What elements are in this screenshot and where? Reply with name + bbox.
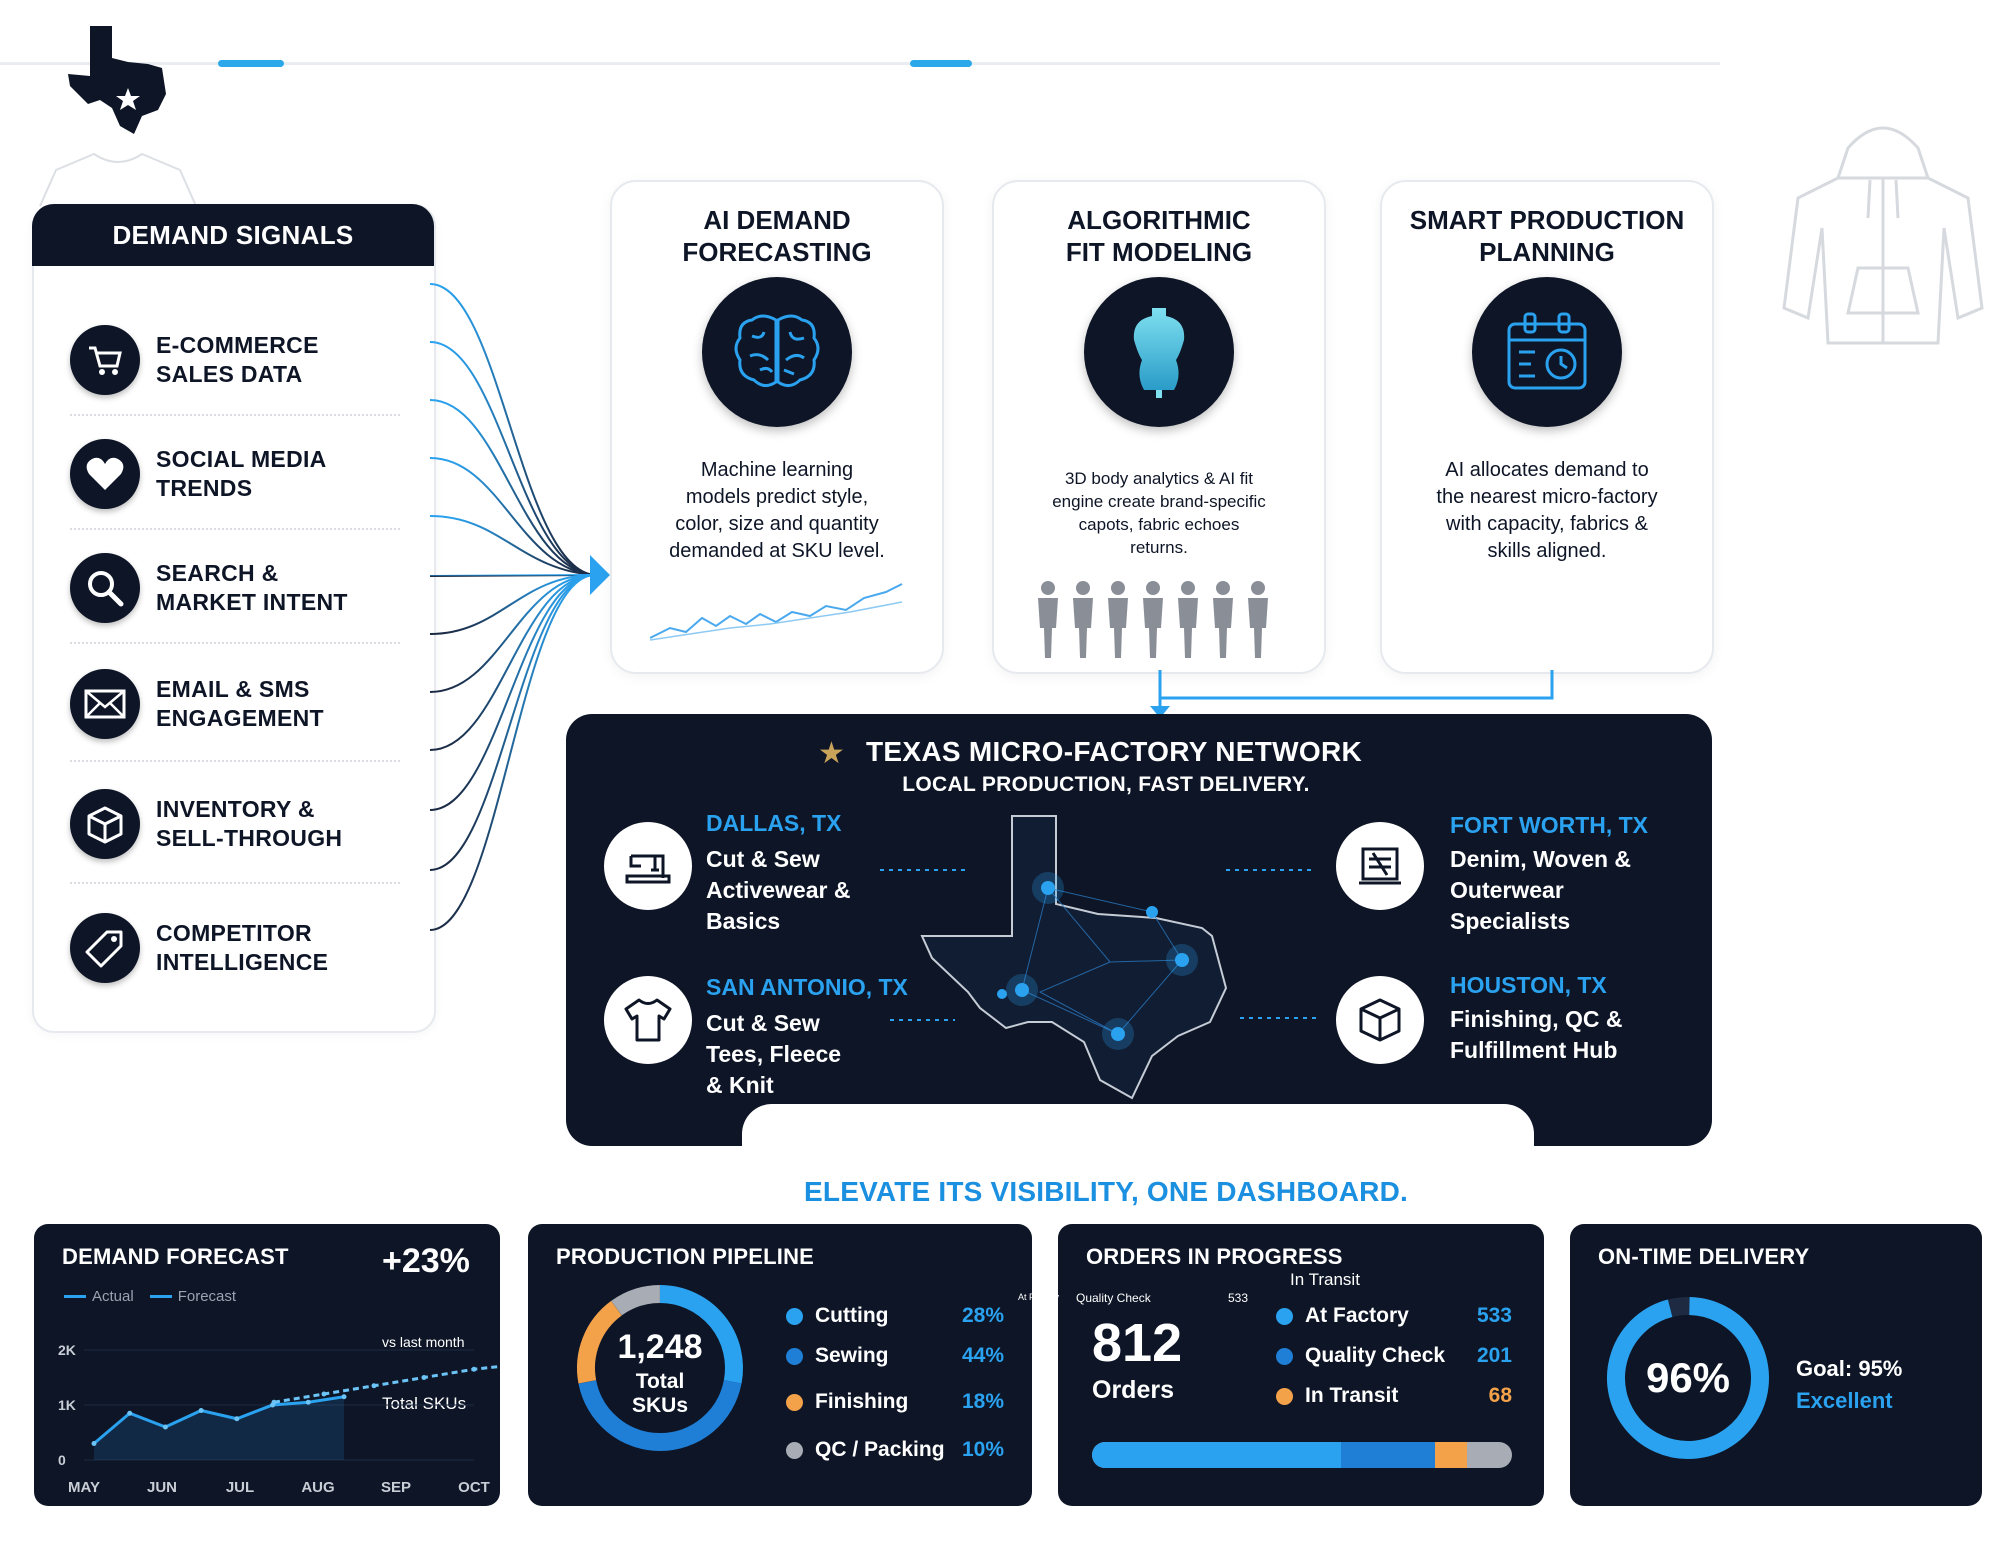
point-actual	[342, 1394, 347, 1399]
stage-pct: 10%	[961, 1438, 1004, 1461]
signal-label: INVENTORY & SELL-THROUGH	[156, 796, 343, 851]
stage-label: Cutting	[815, 1304, 889, 1327]
orders-bar-segment	[1092, 1442, 1341, 1468]
hub-desc-fort-worth: Denim, Woven & Outerwear Specialists	[1450, 846, 1632, 934]
heart-icon	[70, 439, 140, 509]
orders-legend	[1276, 1296, 1512, 1416]
x-tick-label: JUL	[225, 1479, 255, 1496]
pipeline-row-qc	[786, 1430, 1004, 1470]
signal-label: E-COMMERCE SALES DATA	[156, 332, 319, 387]
signal-separator	[70, 882, 400, 884]
panel-title: PRODUCTION PIPELINE	[556, 1244, 815, 1269]
signal-email-sms	[70, 654, 410, 754]
signal-label: COMPETITOR INTELLIGENCE	[156, 920, 329, 975]
signal-separator	[70, 528, 400, 530]
body-figures-icon	[1032, 580, 1288, 660]
panel-demand-forecast	[34, 1224, 500, 1506]
point-actual	[92, 1441, 97, 1446]
card-description: AI allocates demand to the nearest micro-factory with capacity, fabrics & skills aligned.	[1436, 459, 1658, 562]
hoodie-sketch-icon	[1778, 118, 1988, 348]
signal-ecommerce	[70, 310, 410, 410]
y-tick-label: 1K	[58, 1397, 76, 1413]
order-value: 533	[1476, 1304, 1512, 1327]
forecast-legend	[64, 1288, 236, 1305]
top-accent-mark	[910, 60, 972, 67]
order-label: Quality Check	[1305, 1344, 1446, 1367]
signal-separator	[70, 642, 400, 644]
forecast-sparkline	[650, 582, 910, 642]
signal-separator	[70, 414, 400, 416]
loom-icon	[1336, 822, 1424, 910]
orders-row-at-factory	[1276, 1296, 1512, 1336]
mannequin-icon	[1084, 277, 1234, 427]
card-title: AI DEMAND FORECASTING	[682, 205, 872, 267]
panel-title: ORDERS IN PROGRESS	[1086, 1244, 1343, 1269]
forecast-change: +23%	[382, 1242, 470, 1280]
orders-small-label: Quality Check	[1076, 1291, 1151, 1305]
panel-on-time-delivery	[1570, 1224, 1982, 1506]
y-tick-label: 0	[58, 1452, 66, 1468]
order-value: 201	[1476, 1344, 1512, 1367]
hub-desc-dallas: Cut & Sew Activewear & Basics	[706, 846, 851, 934]
legend-dot	[786, 1308, 803, 1325]
x-tick-label: SEP	[380, 1479, 412, 1496]
hub-name-dallas: DALLAS, TX	[706, 810, 842, 836]
order-label: At Factory	[1305, 1304, 1409, 1327]
signal-search	[70, 538, 410, 638]
orders-header-note: In Transit	[1290, 1270, 1360, 1289]
order-label: In Transit	[1305, 1384, 1399, 1407]
top-accent-mark	[218, 60, 284, 67]
texas-star-logo-icon	[66, 24, 170, 136]
point-forecast	[422, 1375, 427, 1380]
network-title: TEXAS MICRO-FACTORY NETWORK	[866, 736, 1363, 767]
donut-segment	[617, 1294, 660, 1308]
cart-icon	[70, 325, 140, 395]
orders-total: 812	[1092, 1313, 1183, 1373]
point-actual	[306, 1400, 311, 1405]
on-time-goal: Goal: 95%	[1796, 1356, 1903, 1381]
orders-total-label: Orders	[1092, 1376, 1174, 1404]
on-time-value: 96%	[1645, 1354, 1731, 1401]
x-tick-label: MAY	[68, 1479, 100, 1496]
forecast-change-note: vs last month	[382, 1334, 465, 1350]
panel-orders-in-progress	[1018, 1224, 1544, 1506]
pipeline-row-finishing	[786, 1382, 1004, 1422]
hub-connector-dashes	[880, 868, 1320, 1028]
envelope-icon	[70, 669, 140, 739]
card-title: ALGORITHMIC FIT MODELING	[1065, 205, 1253, 267]
series-line-forecast	[274, 1364, 500, 1403]
signal-label: SOCIAL MEDIA TRENDS	[156, 446, 327, 501]
point-actual	[234, 1416, 239, 1421]
brain-icon	[702, 277, 852, 427]
point-forecast	[272, 1400, 277, 1405]
card-ai-demand-forecasting	[610, 180, 944, 674]
point-forecast	[322, 1392, 327, 1397]
legend-actual-label: Actual	[92, 1288, 134, 1305]
legend-forecast-swatch	[150, 1295, 172, 1298]
legend-dot	[1276, 1388, 1293, 1405]
signal-label: EMAIL & SMS ENGAGEMENT	[156, 676, 324, 731]
orders-row-in-transit	[1276, 1376, 1512, 1416]
stage-label: Finishing	[815, 1390, 909, 1413]
hub-name-houston: HOUSTON, TX	[1450, 972, 1607, 998]
orders-progress-bar	[1092, 1442, 1512, 1468]
dashboard-tagline: ELEVATE ITS VISIBILITY, ONE DASHBOARD.	[804, 1176, 1408, 1207]
signal-social-media	[70, 424, 410, 524]
card-algorithmic-fit-modeling	[992, 180, 1326, 674]
legend-dot	[786, 1394, 803, 1411]
tshirt-icon	[604, 976, 692, 1064]
card-description: 3D body analytics & AI fit engine create brand-specific capots, fabric echoes returns.	[1052, 469, 1266, 557]
order-value: 68	[1488, 1384, 1512, 1407]
orders-small-label: 533	[1228, 1291, 1249, 1305]
search-icon	[70, 553, 140, 623]
orders-bar-segment	[1341, 1442, 1435, 1468]
package-icon	[1336, 976, 1424, 1064]
hub-name-san-antonio: SAN ANTONIO, TX	[706, 974, 908, 1000]
x-tick-label: JUN	[146, 1479, 178, 1496]
x-tick-label: OCT	[458, 1479, 490, 1496]
series-area-actual	[94, 1397, 344, 1460]
stage-label: QC / Packing	[815, 1438, 945, 1461]
point-forecast	[372, 1383, 377, 1388]
calendar-icon	[1472, 277, 1622, 427]
demand-signals-title: DEMAND SIGNALS	[32, 204, 434, 266]
card-title: SMART PRODUCTION PLANNING	[1409, 205, 1685, 267]
legend-forecast-label: Forecast	[177, 1288, 237, 1305]
signal-separator	[70, 760, 400, 762]
legend-dot	[1276, 1348, 1293, 1365]
point-actual	[163, 1425, 168, 1430]
card-smart-production-planning	[1380, 180, 1714, 674]
stage-label: Sewing	[815, 1344, 889, 1367]
hub-name-fort-worth: FORT WORTH, TX	[1450, 812, 1649, 838]
pipeline-total: 1,248	[617, 1328, 703, 1366]
network-subtitle: LOCAL PRODUCTION, FAST DELIVERY.	[902, 773, 1310, 796]
stage-pct: 44%	[961, 1344, 1004, 1367]
tshirt-sketch-icon	[30, 148, 206, 208]
network-panel-notch	[742, 1104, 1534, 1164]
x-tick-label: AUG	[301, 1479, 335, 1496]
legend-actual-swatch	[64, 1295, 86, 1298]
sewing-machine-icon	[604, 822, 692, 910]
signal-competitor	[70, 898, 410, 998]
legend-dot	[1276, 1308, 1293, 1325]
hub-desc-houston: Finishing, QC & Fulfillment Hub	[1450, 1006, 1623, 1063]
box-icon	[70, 789, 140, 859]
pipeline-row-cutting	[786, 1296, 1004, 1336]
hub-desc-san-antonio: Cut & Sew Tees, Fleece & Knit	[706, 1010, 842, 1098]
card-description: Machine learning models predict style, color, size and quantity demanded at SKU level.	[669, 459, 885, 562]
stage-pct: 18%	[961, 1390, 1004, 1413]
y-tick-label: 2K	[58, 1342, 76, 1358]
orders-bar-segment	[1435, 1442, 1467, 1468]
panel-title: DEMAND FORECAST	[62, 1244, 289, 1269]
point-actual	[199, 1408, 204, 1413]
legend-dot	[786, 1348, 803, 1365]
orders-small-label: At Factory	[1018, 1292, 1060, 1302]
orders-row-quality-check	[1276, 1336, 1512, 1376]
stage-pct: 28%	[961, 1304, 1004, 1327]
cards-to-network-connector	[1140, 670, 1560, 720]
legend-dot	[786, 1442, 803, 1459]
star-icon: ★	[818, 737, 845, 770]
panel-title: ON-TIME DELIVERY	[1598, 1244, 1810, 1269]
point-forecast	[472, 1367, 477, 1372]
signal-label: SEARCH & MARKET INTENT	[156, 560, 348, 615]
signal-inventory	[70, 774, 410, 874]
panel-production-pipeline	[528, 1224, 1032, 1506]
pipeline-donut	[570, 1278, 750, 1458]
pipeline-total-label: Total SKUs	[631, 1370, 689, 1417]
on-time-status: Excellent	[1796, 1388, 1893, 1413]
tag-icon	[70, 913, 140, 983]
point-actual	[127, 1411, 132, 1416]
forecast-side-label: Total SKUs	[382, 1394, 467, 1413]
pipeline-legend	[786, 1296, 1004, 1470]
demand-forecast-chart	[34, 1320, 500, 1506]
pipeline-row-sewing	[786, 1336, 1004, 1376]
